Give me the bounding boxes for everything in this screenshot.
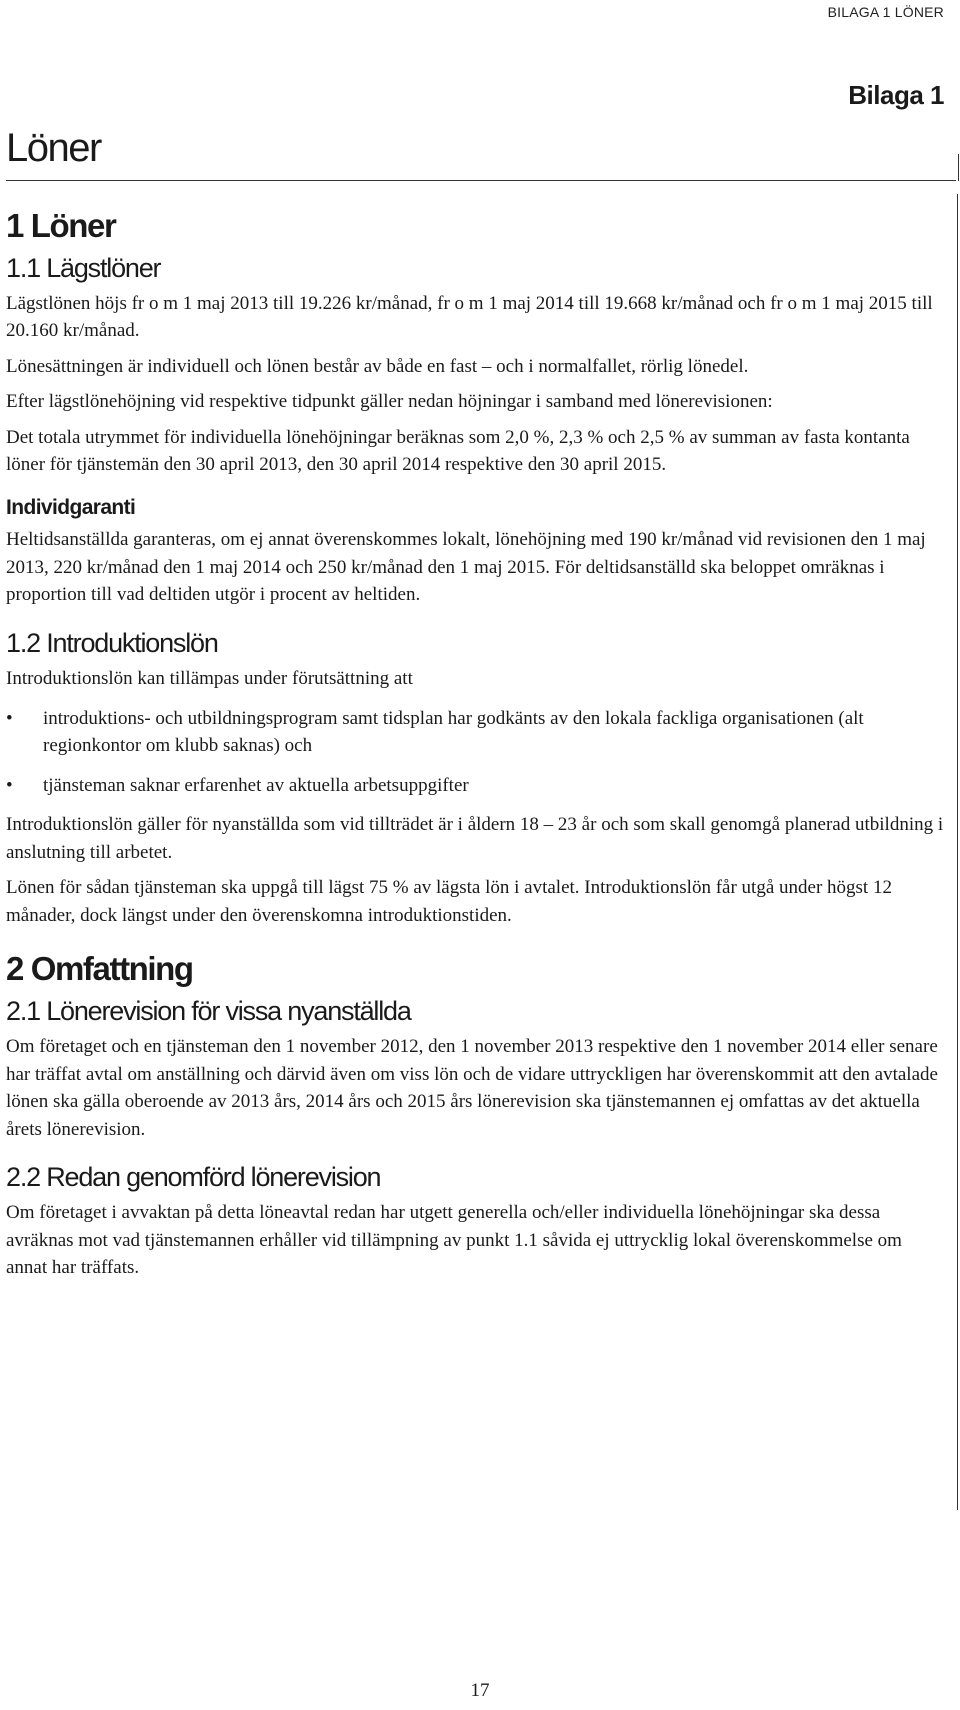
appendix-label: Bilaga 1 bbox=[848, 80, 944, 110]
section-heading-1: 1 Löner bbox=[6, 207, 116, 244]
paragraph: Lönen för sådan tjänsteman ska uppgå till lägst 75 % av lägsta lön i avtalet. Introduktionslön får utgå under högst 12 månader, dock längst under den överenskomna introduktionstiden. bbox=[6, 877, 892, 926]
paragraph: Heltidsanställda garanteras, om ej annat överenskommes lokalt, lönehöjning med 190 kr/månad vid revisionen den 1 maj 2013, 220 kr/månad den 1 maj 2014 och 250 kr/månad den 1 maj 2015. För deltidsanställd ska beloppet omräknas i proportion till vad deltiden utgör i procent av heltiden. bbox=[6, 529, 926, 606]
paragraph: Introduktionslön gäller för nyanställda som vid tillträdet är i åldern 18 – 23 år och som skall genomgå planerad utbildning i anslutning till arbetet. bbox=[6, 814, 944, 863]
paragraph: Efter lägstlönehöjning vid respektive tidpunkt gäller nedan höjningar i samband med lönerevisionen: bbox=[6, 391, 773, 413]
paragraph: Om företaget och en tjänsteman den 1 november 2012, den 1 november 2013 respektive den 1 november 2014 eller senare har träffat avtal om anställning och därvid även om viss lön och de vidare uttryckligen har överenskommit att den avtalade lönen ska gälla oberoende av 2013 års, 2014 års och 2015 års lönerevision ska tjänstemannen ej omfattas av det aktuella årets lönerevision. bbox=[6, 1036, 938, 1140]
page-title: Löner bbox=[6, 126, 101, 170]
section-heading-2: 2 Omfattning bbox=[6, 950, 193, 988]
list-item-text: tjänsteman saknar erfarenhet av aktuella arbetsuppgifter bbox=[43, 774, 469, 796]
paragraph: Om företaget i avvaktan på detta löneavtal redan har utgett generella och/eller individuella lönehöjningar ska dessa avräknas mot vad tjänstemannen erhåller vid tillämpning av punkt 1.1 såvida ej uttrycklig lokal överenskommelse om annat har träffats. bbox=[6, 1202, 902, 1279]
margin-rule bbox=[957, 194, 958, 1510]
running-header: BILAGA 1 LÖNER bbox=[827, 4, 944, 20]
bullet-icon: • bbox=[6, 774, 13, 796]
section-heading-2-2: 2.2 Redan genomförd lönerevision bbox=[6, 1162, 381, 1193]
paragraph: Introduktionslön kan tillämpas under förutsättning att bbox=[6, 668, 413, 690]
subheading-individgaranti: Individgaranti bbox=[6, 495, 136, 519]
page-number: 17 bbox=[470, 1680, 490, 1701]
title-divider-tick bbox=[958, 154, 959, 181]
bullet-icon: • bbox=[6, 707, 13, 729]
document-body bbox=[6, 206, 946, 1290]
section-heading-1-1: 1.1 Lägstlöner bbox=[6, 252, 161, 283]
section-heading-2-1: 2.1 Lönerevision för vissa nyanställda bbox=[6, 995, 411, 1026]
section-heading-1-2: 1.2 Introduktionslön bbox=[6, 627, 218, 658]
title-divider bbox=[6, 180, 956, 181]
list-item-text: introduktions- och utbildningsprogram samt tidsplan har godkänts av den lokala fackliga organisationen (alt regionkontor om klubb saknas) och bbox=[43, 707, 864, 757]
list-item bbox=[6, 772, 946, 800]
list-item bbox=[6, 705, 946, 760]
paragraph: Lönesättningen är individuell och lönen består av både en fast – och i normalfallet, rörlig lönedel. bbox=[6, 355, 749, 377]
paragraph: Det totala utrymmet för individuella lönehöjningar beräknas som 2,0 %, 2,3 % och 2,5 % av summan av fasta kontanta löner för tjänstemän den 30 april 2013, den 30 april 2014 respektive den 30 april 2015. bbox=[6, 426, 910, 476]
paragraph: Lägstlönen höjs fr o m 1 maj 2013 till 19.226 kr/månad, fr o m 1 maj 2014 till 19.668 kr/månad och fr o m 1 maj 2015 till 20.160 kr/månad. bbox=[6, 292, 933, 342]
bullet-list bbox=[6, 705, 946, 800]
